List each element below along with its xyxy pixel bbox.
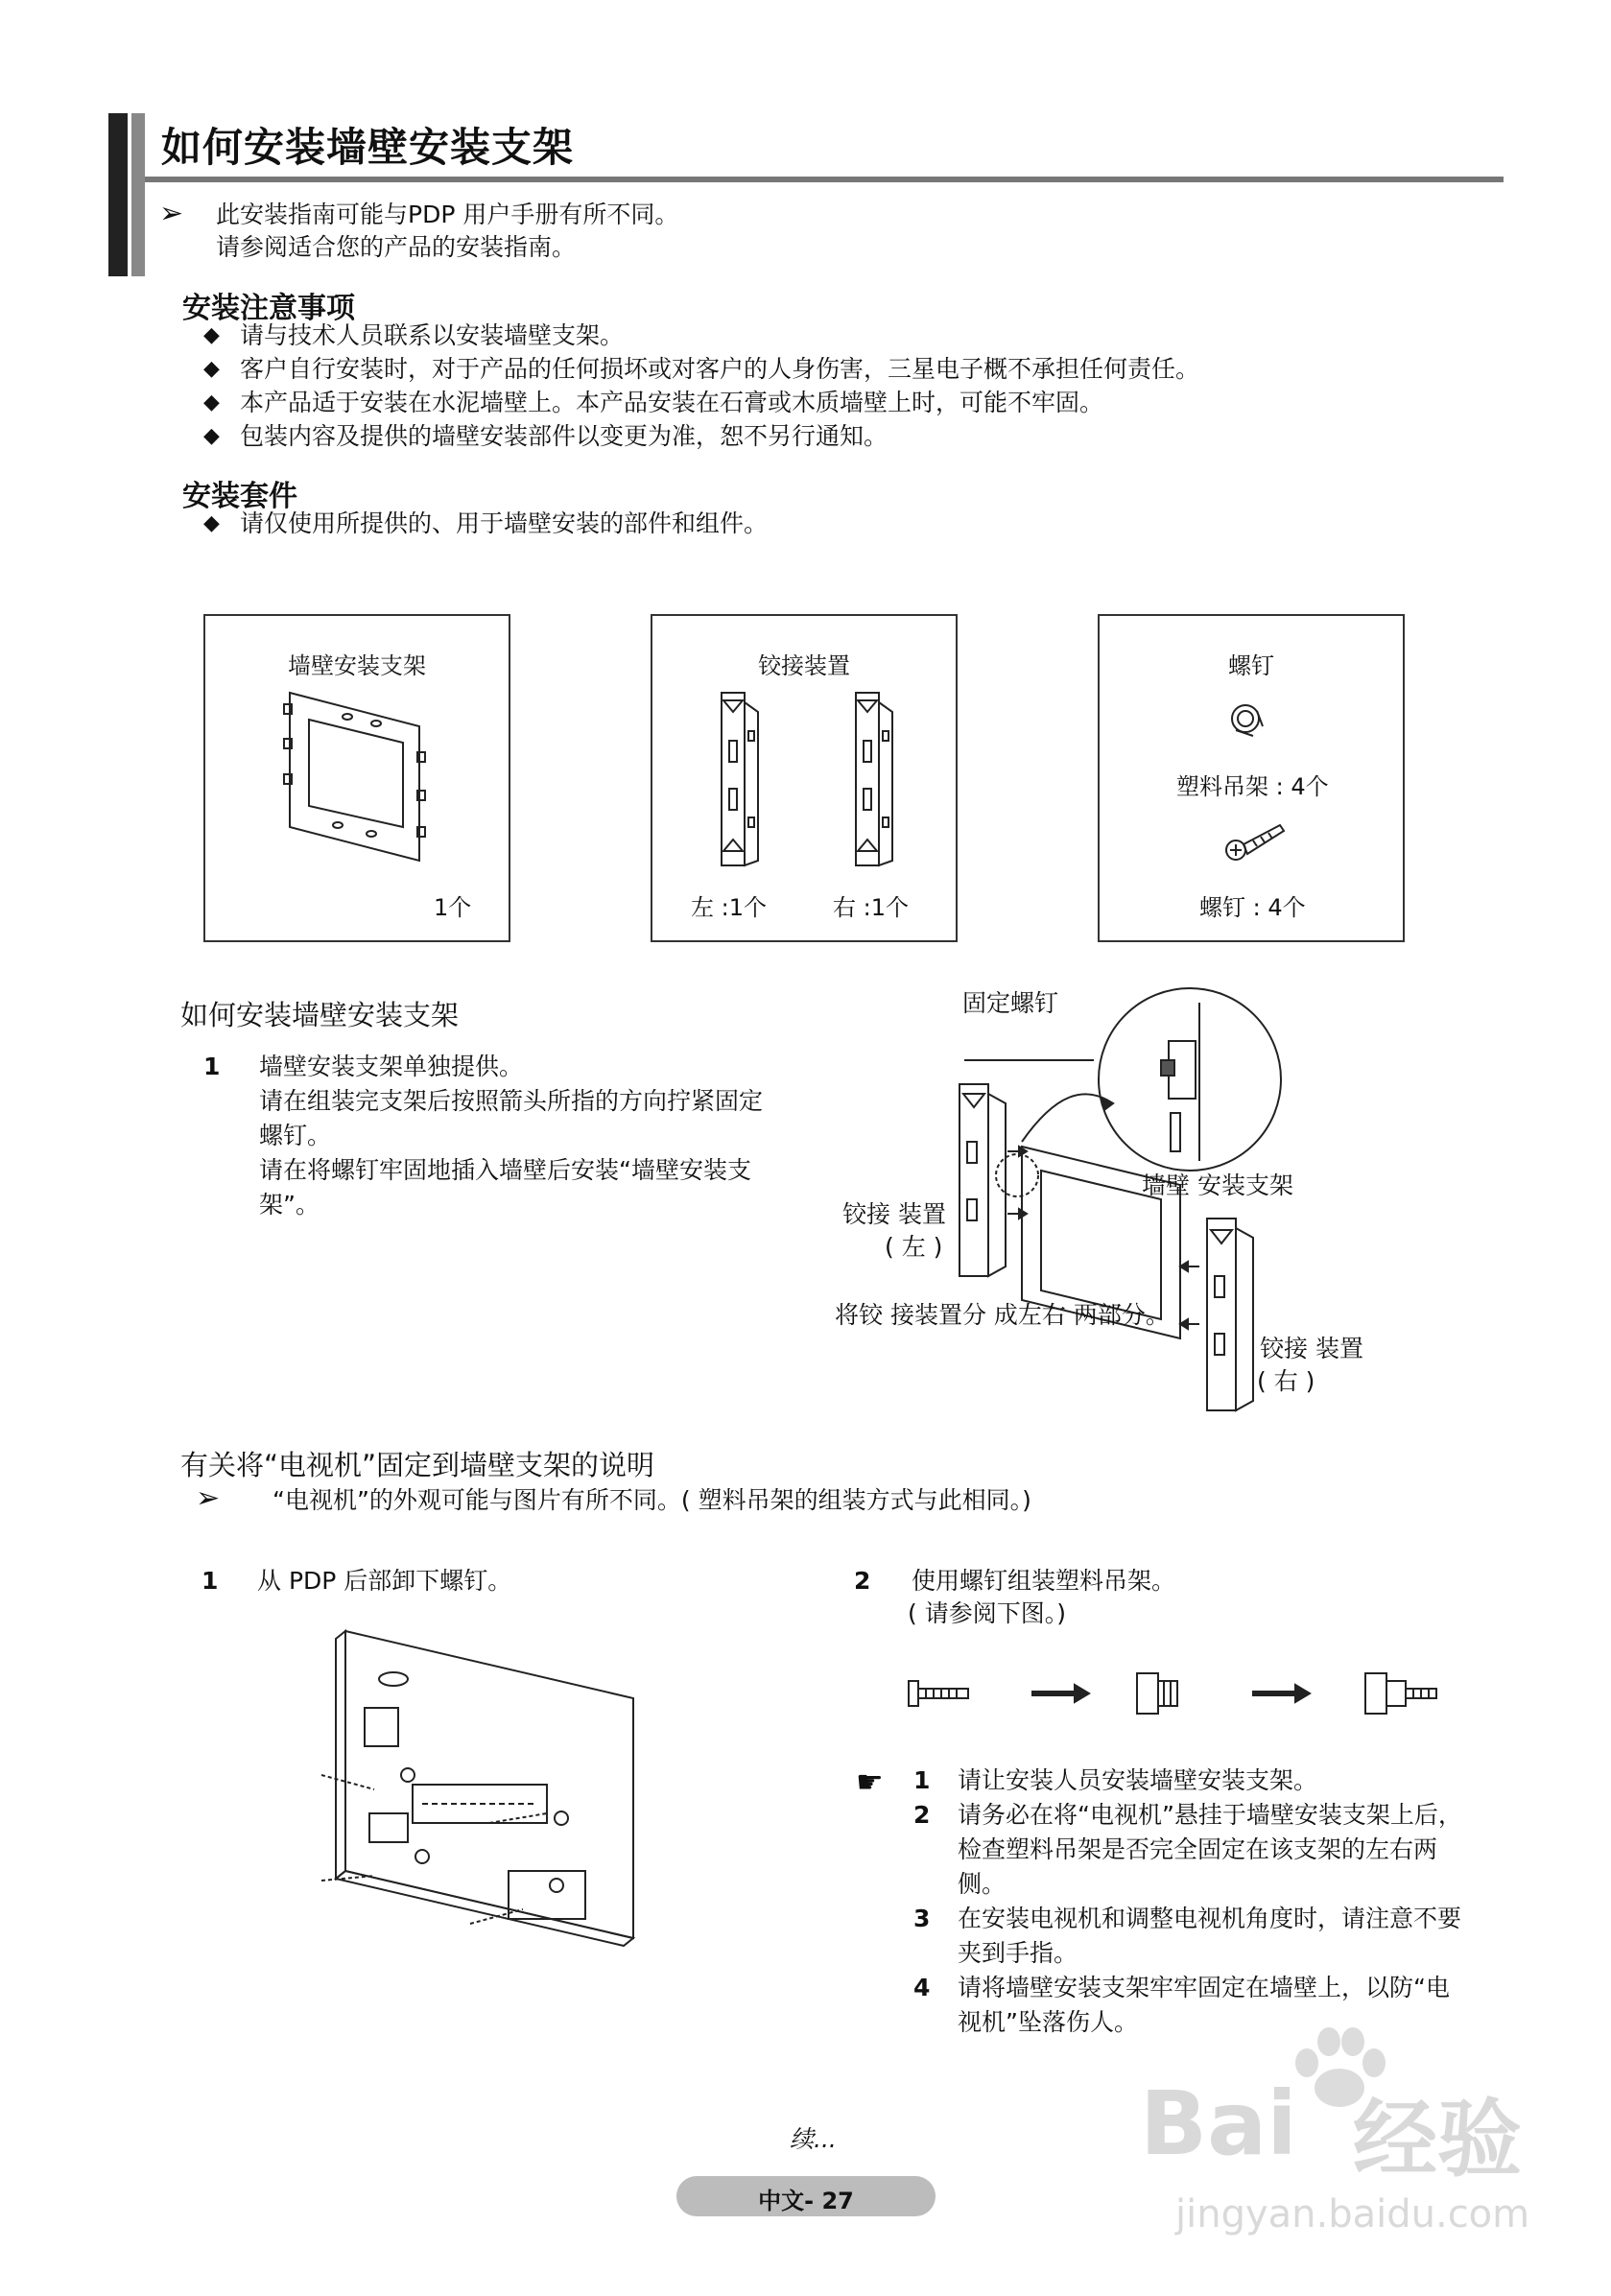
step1-text: 从 PDP 后部卸下螺钉。 [257, 1567, 512, 1595]
screw-icon [1222, 816, 1290, 864]
kit-box-title: 墙壁安装支架 [288, 652, 426, 679]
title-rule [145, 177, 1504, 182]
hinge-right-qty: 右 :1个 [833, 894, 909, 921]
caution-line: 夹到手指。 [958, 1939, 1078, 1967]
caution-line: 请让安装人员安装墙壁安装支架。 [958, 1766, 1318, 1794]
diamond-bullet-icon: ◆ [203, 357, 220, 381]
screw-label: 螺钉 : 4个 [1199, 894, 1306, 921]
label-separate: 将铰 接装置分 成左右 两部分。 [835, 1301, 1170, 1329]
install-line-2: 请在组装完支架后按照箭头所指的方向拧紧固定 [259, 1087, 764, 1115]
note-arrow-icon: ➢ [159, 197, 184, 230]
label-hinge-right-side: ( 右 ) [1257, 1367, 1315, 1395]
list-item: 本产品适于安装在水泥墙壁上。本产品安装在石膏或木质墙壁上时，可能不牢固。 [240, 389, 1104, 416]
kit-box-hinge [651, 614, 958, 942]
caution-num: 2 [913, 1801, 931, 1829]
caution-num: 1 [913, 1766, 931, 1794]
label-hinge-left: 铰接 装置 [842, 1200, 946, 1228]
anchor-label: 塑料吊架 : 4个 [1176, 773, 1329, 800]
list-item: 包装内容及提供的墙壁安装部件以变更为准，恕不另行通知。 [240, 422, 888, 450]
plastic-anchor-icon [1224, 698, 1272, 746]
kit-box-qty: 1个 [434, 894, 472, 921]
precautions-heading: 安装注意事项 [182, 292, 355, 325]
anchor-assembly-sequence [907, 1660, 1463, 1727]
caution-line: 在安装电视机和调整电视机角度时，请注意不要 [958, 1905, 1462, 1932]
diamond-bullet-icon: ◆ [203, 424, 220, 448]
install-line-5: 架”。 [259, 1191, 320, 1219]
pointing-hand-icon: ☛ [856, 1763, 884, 1800]
page-number: 中文- 27 [758, 2188, 854, 2214]
caution-num: 3 [913, 1905, 931, 1932]
caution-num: 4 [913, 1974, 931, 2001]
wall-bracket-illustration [280, 683, 434, 865]
caution-line: 视机”坠落伤人。 [958, 2008, 1138, 2036]
kit-instruction: 请仅使用所提供的、用于墙壁安装的部件和组件。 [240, 509, 769, 537]
diamond-bullet-icon: ◆ [203, 511, 220, 535]
install-line-4: 请在将螺钉牢固地插入墙壁后安装“墙壁安装支 [259, 1156, 751, 1184]
tv-fix-heading: 有关将“电视机”固定到墙壁支架的说明 [180, 1449, 655, 1481]
watermark-brand: Bai [1140, 2072, 1297, 2175]
install-heading: 如何安装墙壁安装支架 [180, 999, 460, 1031]
list-item: 客户自行安装时，对于产品的任何损坏或对客户的人身伤害，三星电子概不承担任何责任。 [240, 355, 1200, 383]
header-note-2: 请参阅适合您的产品的安装指南。 [216, 233, 577, 261]
header-note-1: 此安装指南可能与PDP 用户手册有所不同。 [216, 201, 679, 228]
label-fixing-screw: 固定螺钉 [962, 989, 1059, 1017]
list-item: 请与技术人员联系以安装墙壁支架。 [240, 321, 625, 349]
step2-text-a: 使用螺钉组装塑料吊架。 [912, 1567, 1176, 1595]
step2-text-b: ( 请参阅下图。) [908, 1599, 1066, 1627]
label-wall-bracket: 墙壁 安装支架 [1142, 1172, 1293, 1199]
kit-box-screws [1098, 614, 1405, 942]
label-hinge-right: 铰接 装置 [1260, 1335, 1363, 1362]
diamond-bullet-icon: ◆ [203, 323, 220, 347]
kit-box-wall-bracket [203, 614, 510, 942]
diamond-bullet-icon: ◆ [203, 391, 220, 414]
note-arrow-icon: ➢ [196, 1481, 221, 1515]
hinge-left-qty: 左 :1个 [691, 894, 767, 921]
title-bar-dark [108, 113, 128, 276]
step1-num: 1 [201, 1567, 219, 1595]
caution-line: 检查塑料吊架是否完全固定在该支架的左右两 [958, 1835, 1438, 1863]
kit-box-title: 铰接装置 [758, 652, 850, 679]
continued-label: 续... [790, 2125, 837, 2153]
tv-fix-note: “电视机”的外观可能与图片有所不同。( 塑料吊架的组装方式与此相同。) [272, 1486, 1031, 1514]
page-title: 如何安装墙壁安装支架 [161, 124, 575, 171]
title-bar-light [131, 113, 145, 276]
watermark-brand-2: 经验 [1353, 2090, 1523, 2189]
hinge-pair-illustration [712, 683, 904, 875]
caution-line: 请将墙壁安装支架牢牢固定在墙壁上，以防“电 [958, 1974, 1450, 2001]
install-line-3: 螺钉。 [259, 1122, 332, 1149]
caution-line: 侧。 [958, 1870, 1007, 1898]
watermark-url: jingyan.baidu.com [1175, 2192, 1530, 2237]
caution-line: 请务必在将“电视机”悬挂于墙壁安装支架上后， [958, 1801, 1462, 1829]
label-hinge-left-side: ( 左 ) [885, 1233, 943, 1261]
install-line-1: 墙壁安装支架单独提供。 [259, 1053, 524, 1080]
tv-rear-illustration [317, 1621, 662, 1948]
install-step-num: 1 [203, 1053, 221, 1080]
kit-box-title: 螺钉 [1228, 652, 1274, 679]
kit-heading: 安装套件 [182, 480, 297, 513]
step2-num: 2 [854, 1567, 871, 1595]
